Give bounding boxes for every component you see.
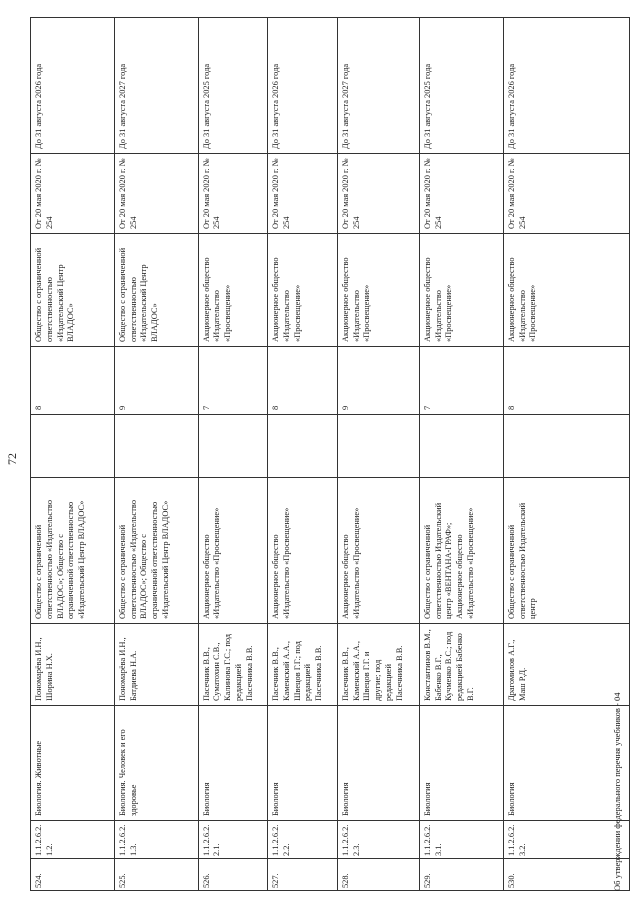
row-title: Биология — [419, 706, 503, 821]
row-organization: Общество с ограниченной ответственностью «Издательский Центр ВЛАДОС» — [114, 234, 198, 347]
page-number: 72 — [5, 453, 19, 465]
row-title: Биология. Человек и его здоровье — [114, 706, 198, 821]
row-extra — [114, 415, 198, 478]
row-term: До 31 августа 2025 года — [419, 18, 503, 154]
row-order: От 20 мая 2020 г. № 254 — [503, 154, 629, 234]
row-grade: 8 — [503, 347, 629, 415]
table-body — [31, 18, 630, 891]
row-order: От 20 мая 2020 г. № 254 — [268, 154, 338, 234]
row-authors: Пасечник В.В., Каменский А.А., Швецов Г.Г.; под редакцией Пасечника В.В. — [268, 624, 338, 706]
row-number: 525. — [114, 859, 198, 891]
textbook-table — [30, 17, 630, 891]
table-row — [268, 18, 338, 891]
row-order: От 20 мая 2020 г. № 254 — [198, 154, 268, 234]
row-publisher: Общество с ограниченной ответственностью «Издательство ВЛАДОС»; Общество с ограниченной ответственностью «Издательский Центр ВЛАДОС» — [31, 478, 115, 624]
row-code: 1.1.2.6.2.2.3. — [337, 821, 419, 859]
row-grade: 8 — [268, 347, 338, 415]
row-organization: Акционерное общество «Издательство «Просвещение» — [337, 234, 419, 347]
row-number: 527. — [268, 859, 338, 891]
row-term: До 31 августа 2026 года — [31, 18, 115, 154]
row-title: Биология — [503, 706, 629, 821]
row-title: Биология — [268, 706, 338, 821]
row-organization: Акционерное общество «Издательство «Просвещение» — [268, 234, 338, 347]
row-publisher: Акционерное общество «Издательство «Просвещение» — [268, 478, 338, 624]
row-order: От 20 мая 2020 г. № 254 — [31, 154, 115, 234]
row-publisher: Общество с ограниченной ответственностью Издательский центр «ВЕНТАНА-ГРАФ»; Акционерное общество «Издательство «Просвещение» — [419, 478, 503, 624]
row-grade: 7 — [198, 347, 268, 415]
table-row — [114, 18, 198, 891]
row-extra — [419, 415, 503, 478]
row-number: 524. — [31, 859, 115, 891]
row-order: От 20 мая 2020 г. № 254 — [337, 154, 419, 234]
row-organization: Акционерное общество «Издательство «Просвещение» — [419, 234, 503, 347]
row-term: До 31 августа 2027 года — [337, 18, 419, 154]
row-publisher: Общество с ограниченной ответственностью Издательский центр — [503, 478, 629, 624]
row-authors: Константинов В.М., Бабенко В.Г., Кучменко В.С.; под редакцией Бабенко В.Г. — [419, 624, 503, 706]
row-number: 529. — [419, 859, 503, 891]
row-authors: Пасечник В.В., Каменский А.А., Швецов Г.Г. и другие; под редакцией Пасечника В.В. — [337, 624, 419, 706]
row-extra — [31, 415, 115, 478]
table-row — [503, 18, 629, 891]
row-organization: Общество с ограниченной ответственностью «Издательский Центр ВЛАДОС» — [31, 234, 115, 347]
row-term: До 31 августа 2027 года — [114, 18, 198, 154]
table-row — [419, 18, 503, 891]
footer-text: Об утверждении федерального перечня учебников - 04 — [612, 692, 622, 891]
row-authors: Драгомилов А.Г., Маш Р.Д. — [503, 624, 629, 706]
row-grade: 9 — [114, 347, 198, 415]
row-code: 1.1.2.6.2.1.3. — [114, 821, 198, 859]
row-title: Биология. Животные — [31, 706, 115, 821]
row-grade: 8 — [31, 347, 115, 415]
row-grade: 7 — [419, 347, 503, 415]
row-number: 528. — [337, 859, 419, 891]
row-organization: Акционерное общество «Издательство «Просвещение» — [503, 234, 629, 347]
row-title: Биология — [337, 706, 419, 821]
row-authors: Пономарёва И.Н., Шорина Н.Х. — [31, 624, 115, 706]
row-term: До 31 августа 2026 года — [268, 18, 338, 154]
row-authors: Пономарёва И.Н., Батдиева Н.А. — [114, 624, 198, 706]
row-authors: Пасечник В.В., Суматохин С.В., Калинова Г.С.; под редакцией Пасечника В.В. — [198, 624, 268, 706]
row-term: До 31 августа 2025 года — [198, 18, 268, 154]
row-code: 1.1.2.6.2.3.1. — [419, 821, 503, 859]
table-row — [337, 18, 419, 891]
row-order: От 20 мая 2020 г. № 254 — [419, 154, 503, 234]
row-extra — [198, 415, 268, 478]
row-publisher: Акционерное общество «Издательство «Просвещение» — [337, 478, 419, 624]
row-organization: Акционерное общество «Издательство «Просвещение» — [198, 234, 268, 347]
row-extra — [503, 415, 629, 478]
row-publisher: Общество с ограниченной ответственностью «Издательство ВЛАДОС»; Общество с ограниченной ответственностью «Издательский Центр ВЛАДОС» — [114, 478, 198, 624]
row-code: 1.1.2.6.2.1.2. — [31, 821, 115, 859]
row-order: От 20 мая 2020 г. № 254 — [114, 154, 198, 234]
row-number: 526. — [198, 859, 268, 891]
row-extra — [337, 415, 419, 478]
row-publisher: Акционерное общество «Издательство «Просвещение» — [198, 478, 268, 624]
row-code: 1.1.2.6.2.3.2. — [503, 821, 629, 859]
table-row — [31, 18, 115, 891]
row-term: До 31 августа 2026 года — [503, 18, 629, 154]
row-code: 1.1.2.6.2.2.2. — [268, 821, 338, 859]
row-number: 530. — [503, 859, 629, 891]
row-extra — [268, 415, 338, 478]
row-code: 1.1.2.6.2.2.1. — [198, 821, 268, 859]
row-title: Биология — [198, 706, 268, 821]
table-row — [198, 18, 268, 891]
row-grade: 9 — [337, 347, 419, 415]
